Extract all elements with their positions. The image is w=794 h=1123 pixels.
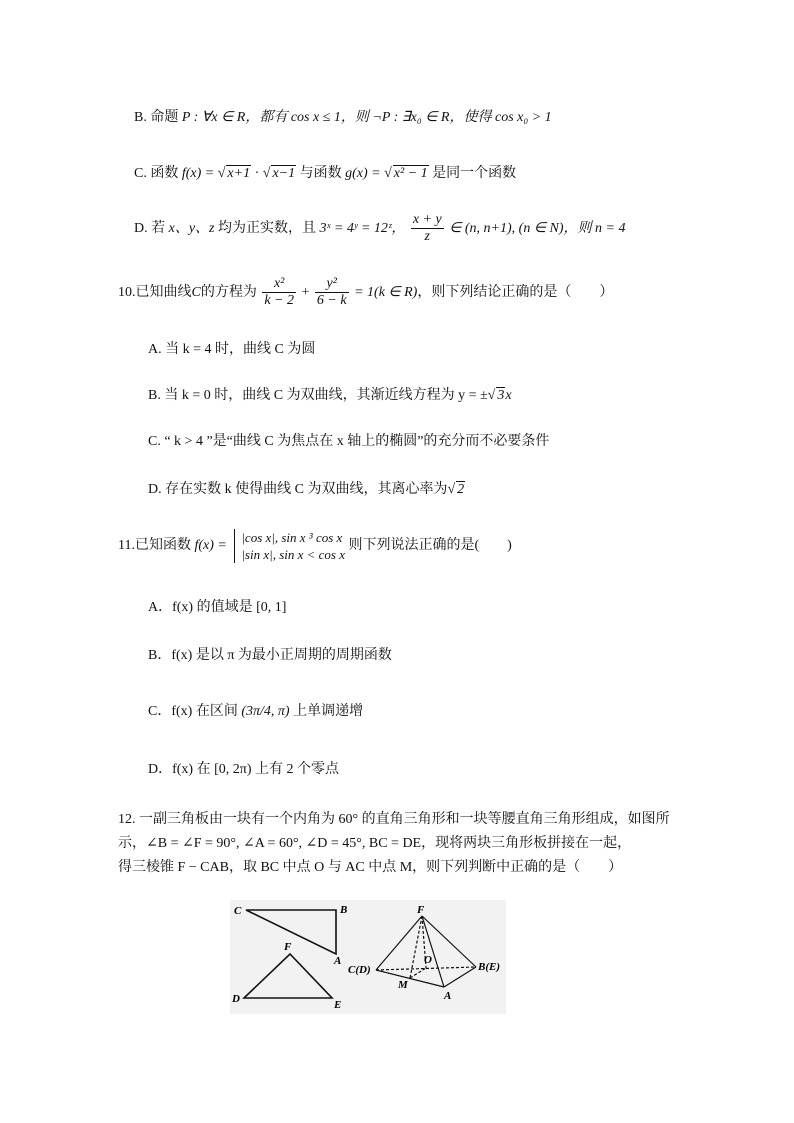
- q9-option-d-vars: x、y、z: [168, 221, 215, 236]
- q11-option-c: [148, 702, 363, 722]
- q12-figure: [230, 900, 506, 1014]
- q10-mid: 的方程为: [200, 285, 257, 300]
- q10-option-b-rad: 3: [497, 388, 505, 403]
- q10-prefix: 10.已知曲线: [118, 285, 192, 300]
- q9-option-c-root1: x+1: [227, 166, 251, 181]
- q10-plus: +: [301, 285, 310, 300]
- q10-option-d-text: D. 存在实数 k 使得曲线 C 为双曲线，其离心率为: [148, 482, 448, 497]
- label-f1: F: [284, 941, 292, 953]
- label-cd: C(D): [348, 964, 371, 976]
- q11-option-c-interval: (3π/4, π): [241, 704, 290, 719]
- q11-option-a: A．f(x) 的值域是 [0, 1]: [148, 600, 287, 615]
- q10-tail: ，则下列结论正确的是（ ）: [417, 285, 614, 300]
- label-a1: A: [334, 955, 342, 967]
- q10-option-d-rad: 2: [457, 482, 465, 497]
- q11-stem: [118, 526, 512, 566]
- q9-option-c-tail: 是同一个函数: [432, 166, 517, 181]
- q12-line-3: 得三棱锥 F − CAB，取 BC 中点 O 与 AC 中点 M，则下列判断中正确的是（ ）: [118, 860, 623, 875]
- q11-case-1: |cos x|, sin x ³ cos x: [241, 529, 343, 545]
- q9-option-d-denominator: z: [424, 229, 430, 245]
- q9-option-d-numerator: x + y: [412, 212, 442, 228]
- q12-line-1: 12. 一副三角板由一块有一个内角为 60° 的直角三角形和一块等腰直角三角形组成，如图所: [118, 812, 670, 827]
- q10-option-a: A. 当 k = 4 时，曲线 C 为圆: [148, 342, 316, 357]
- q9-option-d-fraction: [411, 212, 444, 245]
- q10-option-b-x: x: [505, 388, 512, 403]
- q11-f: f(x) =: [194, 538, 227, 553]
- q11-case-2: |sin x|, sin x < cos x: [241, 546, 346, 562]
- q12-line-2: 示，∠B = ∠F = 90°, ∠A = 60°, ∠D = 45°, BC = DE，现将两块三角形板拼接在一起，: [118, 836, 632, 851]
- label-a2: A: [444, 990, 452, 1002]
- q9-option-b-label: B. 命题: [134, 110, 179, 125]
- q9-option-c-f: f(x) =: [181, 166, 215, 181]
- q11-piecewise: [234, 529, 345, 563]
- label-m: M: [398, 979, 408, 991]
- q10-frac-2-den: 6 − k: [316, 293, 347, 309]
- label-o: O: [424, 954, 432, 966]
- q10-frac-1-den: k − 2: [264, 293, 295, 309]
- q10-stem: [118, 276, 613, 310]
- q9-option-d-tail: ∈ (n, n+1), (n ∈ N)，则 n = 4: [449, 221, 626, 236]
- q9-option-c-g: g(x) =: [345, 166, 381, 181]
- q9-option-d-eq: 3ˣ = 4ʸ = 12ᶻ，: [319, 221, 406, 236]
- q10-option-b-text: B. 当 k = 0 时，曲线 C 为双曲线，其渐近线方程为 y = ±: [148, 388, 488, 403]
- q10-option-b: B. 当 k = 0 时，曲线 C 为双曲线，其渐近线方程为 y = ±√ 3x: [148, 388, 512, 403]
- q9-option-b: [134, 108, 552, 128]
- q10-frac-2-num: y²: [315, 276, 349, 293]
- q11-option-d: D．f(x) 在 [0, 2π) 上有 2 个零点: [148, 762, 339, 777]
- label-c1: C: [234, 905, 242, 917]
- q11-prefix: 11.已知函数: [118, 538, 191, 553]
- q9-option-c-label: C. 函数: [134, 166, 179, 181]
- q10-option-c: C. “ k > 4 ”是“曲线 C 为焦点在 x 轴上的椭圆”的充分而不必要条件: [148, 434, 550, 449]
- label-b1: B: [340, 904, 348, 916]
- q11-option-b: B．f(x) 是以 π 为最小正周期的周期函数: [148, 648, 392, 663]
- q9-option-c-root2: x−1: [272, 166, 296, 181]
- label-e1: E: [334, 999, 342, 1011]
- q9-option-d: [134, 212, 625, 246]
- q10-eq: = 1(k ∈ R): [354, 285, 418, 300]
- q11-tail: 则下列说法正确的是( ): [348, 538, 512, 553]
- q11-option-c-tail: 上单调递增: [293, 704, 364, 719]
- q10-option-d: D. 存在实数 k 使得曲线 C 为双曲线，其离心率为√ 2: [148, 482, 465, 497]
- label-d1: D: [232, 993, 240, 1005]
- q9-option-c-root3: x² − 1: [393, 166, 428, 181]
- q10-frac-1-num: x²: [262, 276, 296, 293]
- q9-option-b-body: P : ∀x ∈ R，都有 cos x ≤ 1，则 ¬P : ∃x₀ ∈ R，使得 cos x₀ > 1: [181, 110, 552, 125]
- q9-option-c: C. 函数 f(x) = √ x+1 · √ x−1 与函数 g(x) = √ x² − 1 是同一个函数: [134, 166, 517, 181]
- q10-frac-2: [315, 276, 349, 309]
- label-f2: F: [417, 904, 425, 916]
- q10-curve-c: C: [191, 285, 201, 300]
- q9-option-d-mid: 均为正实数，且: [218, 221, 317, 236]
- q10-frac-1: [262, 276, 296, 309]
- q11-option-c-pre: C．f(x) 在区间: [148, 704, 238, 719]
- q9-option-c-mid: 与函数: [299, 166, 342, 181]
- label-be: B(E): [478, 961, 500, 973]
- q9-option-d-label: D. 若: [134, 221, 166, 236]
- q9-option-c-dot: ·: [254, 166, 260, 181]
